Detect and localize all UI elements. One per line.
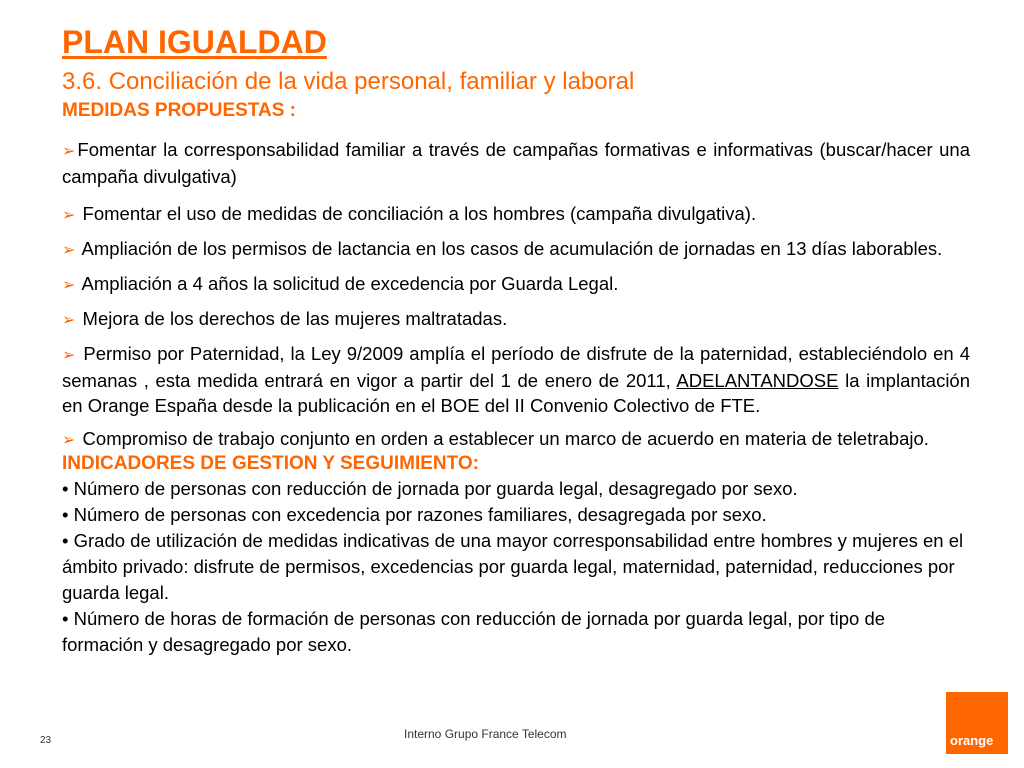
arrow-bullet-icon: ➢	[62, 207, 76, 224]
arrow-bullet-icon: ➢	[62, 347, 76, 364]
measure-item: ➢ Ampliación de los permisos de lactancia en los casos de acumulación de jornadas en 13 días laborables.	[62, 238, 943, 259]
indicator-item: • Grado de utilización de medidas indicativas de una mayor corresponsabilidad entre hombres y mujeres en el ámbito privado: disfrute de permisos, excedencias por guarda legal, maternidad, paternidad, reducciones por guarda legal.	[62, 529, 964, 603]
arrow-bullet-icon: ➢	[62, 312, 76, 329]
page-number: 23	[40, 735, 52, 746]
arrow-bullet-icon: ➢	[62, 432, 76, 449]
measure-item-paternity: ➢ Permiso por Paternidad, la Ley 9/2009 amplía el período de disfrute de la paternidad, estableciéndolo en 4 semanas , esta medida entrará en vigor a partir del 1 de enero de 2011, ADELANTANDOSE la implantación en Orange España desde la publicación en el BOE del II Convenio Colectivo de FTE.	[62, 343, 971, 416]
slide-subtitle: 3.6. Conciliación de la vida personal, familiar y laboral	[62, 68, 635, 95]
measure-item: ➢ Mejora de los derechos de las mujeres maltratadas.	[62, 308, 508, 329]
logo-wordmark: orange	[950, 733, 994, 748]
arrow-bullet-icon: ➢	[62, 242, 76, 259]
arrow-bullet-icon: ➢	[62, 277, 76, 294]
measure-item: ➢ Fomentar el uso de medidas de conciliación a los hombres (campaña divulgativa).	[62, 203, 757, 224]
measures-heading: MEDIDAS PROPUESTAS :	[62, 100, 297, 121]
measure-item: ➢ Fomentar la corresponsabilidad familiar a través de campañas formativas e informativas (buscar/hacer una campaña divulgativa)	[62, 139, 970, 187]
orange-logo	[946, 692, 1008, 754]
indicator-item: • Número de personas con reducción de jornada por guarda legal, desagregado por sexo.	[62, 477, 798, 499]
indicator-item: • Número de horas de formación de personas con reducción de jornada por guarda legal, por tipo de formación y desagregado por sexo.	[62, 607, 886, 655]
arrow-bullet-icon: ➢	[62, 143, 76, 160]
slide-title: PLAN IGUALDAD	[62, 24, 327, 60]
measure-item: ➢ Compromiso de trabajo conjunto en orden a establecer un marco de acuerdo en materia de teletrabajo.	[62, 428, 929, 449]
measure-item: ➢ Ampliación a 4 años la solicitud de excedencia por Guarda Legal.	[62, 273, 619, 294]
footer-text: Interno Grupo France Telecom	[404, 727, 567, 741]
slide-content	[62, 137, 970, 658]
underlined-text: ADELANTANDOSE	[676, 370, 839, 391]
indicator-item: • Número de personas con excedencia por razones familiares, desagregada por sexo.	[62, 503, 767, 525]
indicators-heading: INDICADORES DE GESTION Y SEGUIMIENTO:	[62, 453, 480, 474]
